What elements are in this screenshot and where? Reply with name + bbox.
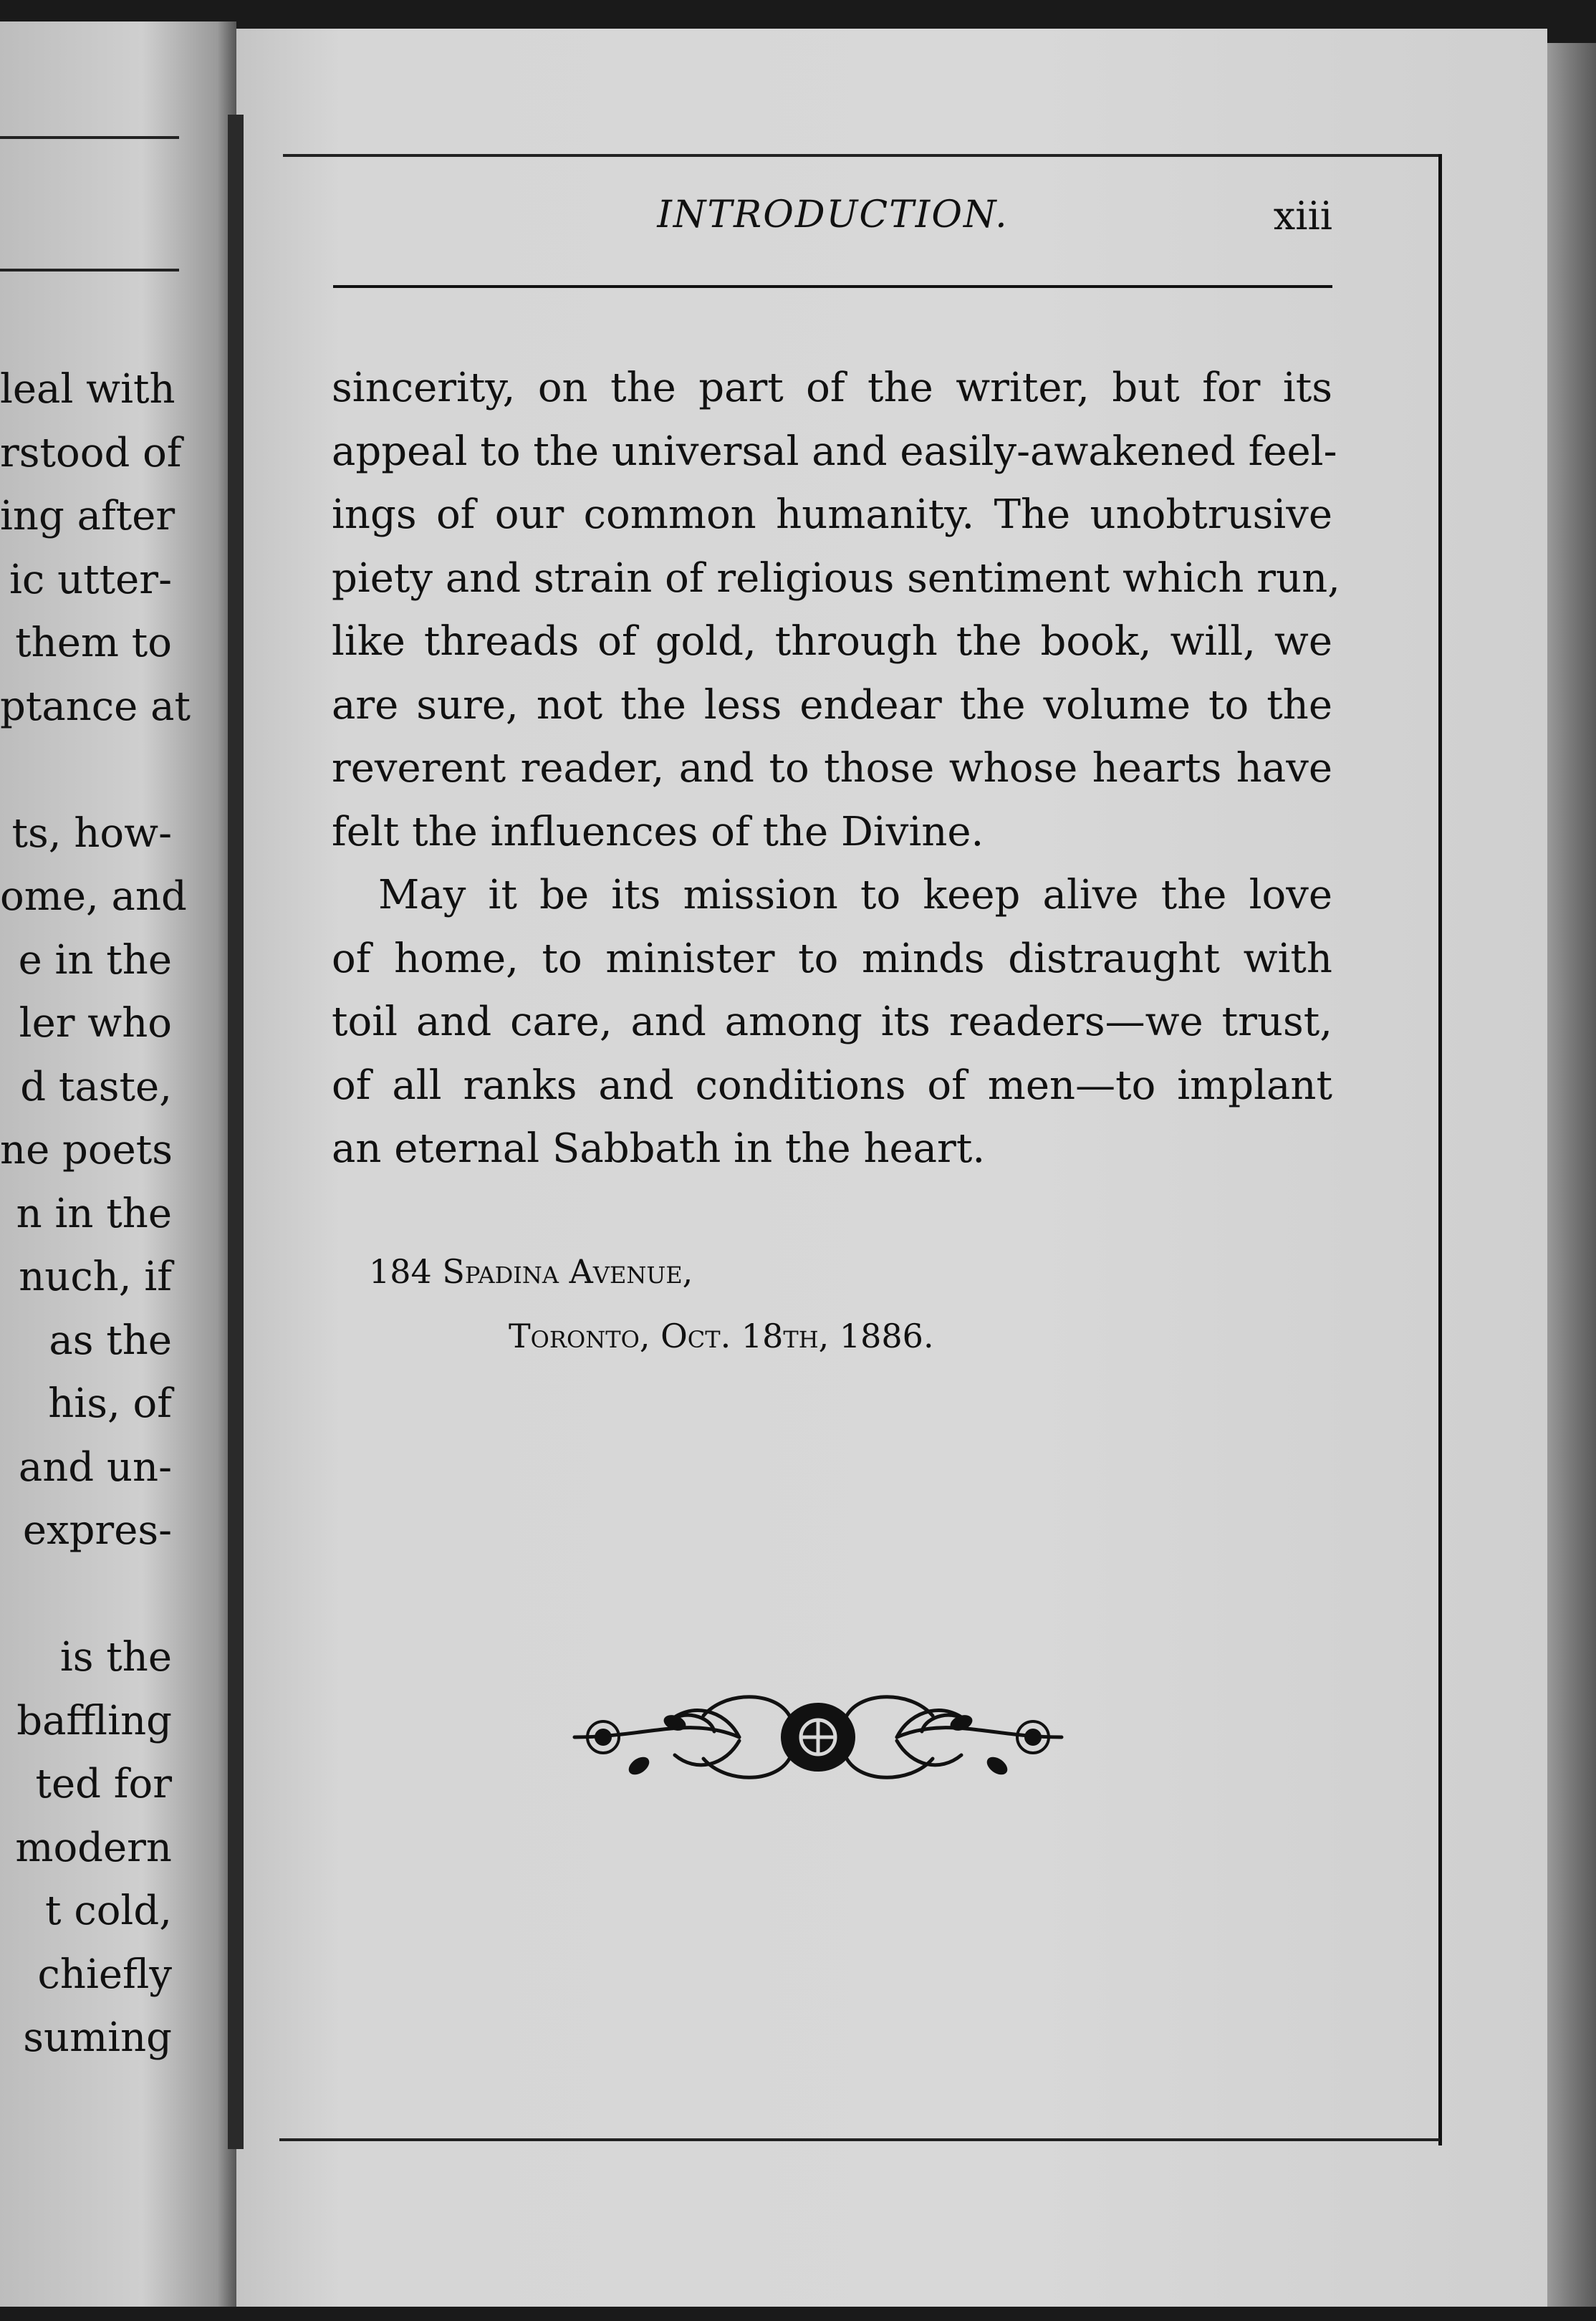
left-line: t cold, bbox=[45, 1888, 172, 1934]
left-line: leal with bbox=[0, 366, 176, 413]
paragraph-2 bbox=[332, 864, 1332, 1181]
text-line: an eternal Sabbath in the heart. bbox=[332, 1125, 986, 1172]
left-line: n in the bbox=[16, 1190, 172, 1237]
frame-bottom-rule bbox=[279, 2138, 1440, 2141]
left-line: ne poets bbox=[0, 1127, 173, 1173]
frame-right-rule bbox=[1438, 154, 1442, 2145]
signature-address bbox=[369, 1239, 934, 1368]
floral-ornament-icon bbox=[560, 1687, 1076, 1787]
running-head bbox=[333, 193, 1332, 251]
text-line: felt the influences of the Divine. bbox=[332, 808, 984, 855]
left-line: them to bbox=[15, 620, 172, 666]
frame-left-rule bbox=[233, 165, 236, 2142]
page-number: xiii bbox=[1273, 193, 1332, 239]
left-line: ler who bbox=[19, 1000, 172, 1047]
text-line: of home, to minister to minds distraught with bbox=[332, 935, 1332, 982]
left-line: modern bbox=[15, 1824, 172, 1871]
left-facing-page bbox=[0, 21, 236, 2307]
left-line: ts, how- bbox=[11, 809, 172, 857]
running-head-title: INTRODUCTION. bbox=[657, 193, 1009, 236]
left-line: suming bbox=[23, 2014, 172, 2061]
text-line: ings of our common humanity. The unobtrusive bbox=[332, 491, 1332, 538]
left-line: rstood of bbox=[0, 429, 182, 476]
left-line: ing after bbox=[0, 493, 176, 539]
left-line: ic utter- bbox=[9, 556, 172, 603]
running-head-rule bbox=[333, 285, 1332, 288]
text-line: of all ranks and conditions of men—to implant bbox=[332, 1062, 1332, 1109]
text-line: sincerity, on the part of the writer, but for its bbox=[332, 365, 1332, 411]
left-line: ome, and bbox=[0, 873, 187, 920]
left-line: is the bbox=[59, 1634, 172, 1681]
left-line: and un- bbox=[18, 1443, 172, 1491]
text-line: appeal to the universal and easily-awakened feel- bbox=[332, 428, 1337, 475]
left-line: d taste, bbox=[20, 1063, 172, 1110]
text-line: reverent reader, and to those whose hearts have bbox=[332, 745, 1332, 792]
text-line: May it be its mission to keep alive the love bbox=[378, 872, 1332, 918]
address-city-date: Toronto, Oct. 18th, 1886. bbox=[509, 1317, 934, 1355]
page-edge-stack bbox=[1547, 43, 1596, 2307]
left-line: ptance at bbox=[0, 683, 191, 730]
left-line bbox=[0, 739, 172, 802]
text-line: piety and strain of religious sentiment which run, bbox=[332, 554, 1340, 602]
left-line: e in the bbox=[18, 936, 172, 984]
left-page-head-rule bbox=[0, 269, 179, 271]
left-line: baffling bbox=[16, 1697, 172, 1744]
text-line: toil and care, and among its readers—we trust, bbox=[332, 999, 1332, 1045]
left-line: chiefly bbox=[37, 1951, 172, 1998]
left-page-text bbox=[0, 358, 191, 2070]
left-line: nuch, if bbox=[19, 1254, 172, 1300]
paragraph-1 bbox=[332, 357, 1340, 864]
address-street: 184 Spadina Avenue, bbox=[369, 1252, 693, 1291]
left-line bbox=[0, 1563, 172, 1627]
body-text bbox=[332, 357, 1340, 1181]
left-line: as the bbox=[49, 1317, 172, 1364]
text-line: like threads of gold, through the book, will, we bbox=[332, 618, 1332, 665]
book-gutter bbox=[228, 115, 244, 2149]
left-line: his, of bbox=[48, 1380, 172, 1427]
left-page-top-rule bbox=[0, 136, 179, 139]
left-line: ted for bbox=[35, 1761, 172, 1807]
frame-top-rule bbox=[283, 154, 1441, 157]
left-line: expres- bbox=[22, 1507, 172, 1554]
text-line: are sure, not the less endear the volume to the bbox=[332, 681, 1332, 729]
